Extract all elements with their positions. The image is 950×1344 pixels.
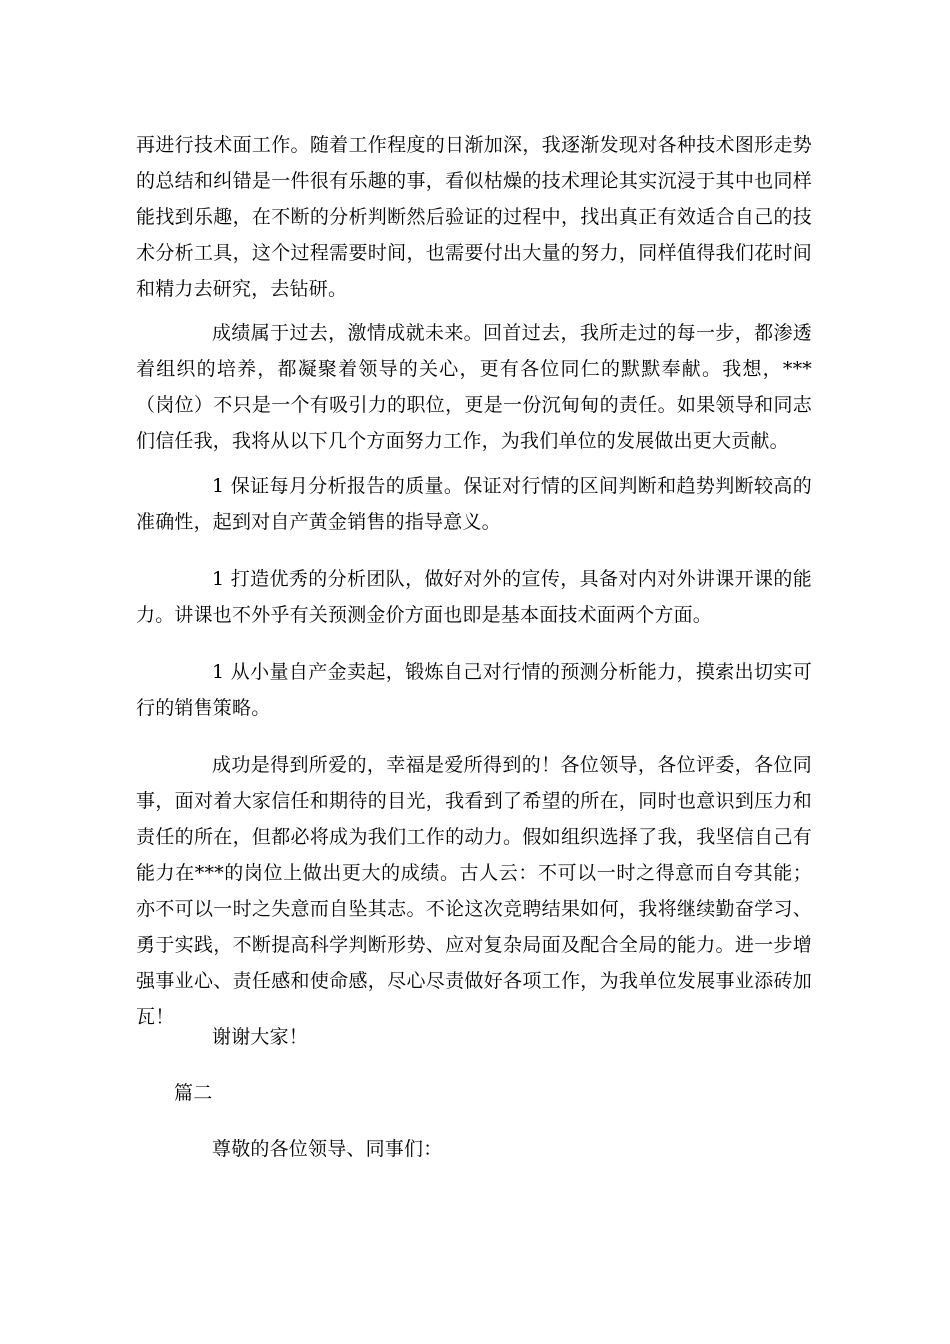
salutation: 尊敬的各位领导、同事们： xyxy=(212,1138,443,1160)
body-paragraph-conclusion: 成功是得到所爱的，幸福是爱所得到的！各位领导，各位评委，各位同事，面对着大家信任和期待的目光，我看到了希望的所在，同时也意识到压力和责任的所在，但都必将成为我们工作的动力。假如组织选择了我，我坚信自己有能力在***的岗位上做出更大的成绩。古人云：不可以一时之得意而自夸其能；亦不可以一时之失意而自坠其志。不论这次竞聘结果如何，我将继续勤奋学习、勇于实践，不断提高科学判断形势、应对复杂局面及配合全局的能力。进一步增强事业心、责任感和使命感，尽心尽责做好各项工作，为我单位发展事业添砖加瓦！ xyxy=(136,754,812,1028)
body-paragraph-achievements: 成绩属于过去，激情成就未来。回首过去，我所走过的每一步，都渗透着组织的培养，都凝聚着领导的关心，更有各位同仁的默默奉献。我想，***（岗位）不只是一个有吸引力的职位，更是一份沉甸甸的责任。如果领导和同志们信任我，我将从以下几个方面努力工作，为我们单位的发展做出更大贡献。 xyxy=(136,322,812,452)
list-item-analysis-team: 1 打造优秀的分析团队，做好对外的宣传，具备对内对外讲课开课的能力。讲课也不外乎有关预测金价方面也即是基本面技术面两个方面。 xyxy=(136,568,812,626)
closing-thanks: 谢谢大家！ xyxy=(212,1026,309,1048)
section-heading: 篇二 xyxy=(174,1082,213,1104)
list-item-report-quality: 1 保证每月分析报告的质量。保证对行情的区间判断和趋势判断较高的准确性，起到对自产黄金销售的指导意义。 xyxy=(136,475,812,533)
list-item-sales-strategy: 1 从小量自产金卖起，锻炼自己对行情的预测分析能力，摸索出切实可行的销售策略。 xyxy=(136,661,812,719)
body-paragraph-technical-work: 再进行技术面工作。随着工作程度的日渐加深，我逐渐发现对各种技术图形走势的总结和纠错是一件很有乐趣的事，看似枯燥的技术理论其实沉浸于其中也同样能找到乐趣，在不断的分析判断然后验证的过程中，找出真正有效适合自己的技术分析工具，这个过程需要时间，也需要付出大量的努力，同样值得我们花时间和精力去研究，去钻研。 xyxy=(136,134,812,300)
